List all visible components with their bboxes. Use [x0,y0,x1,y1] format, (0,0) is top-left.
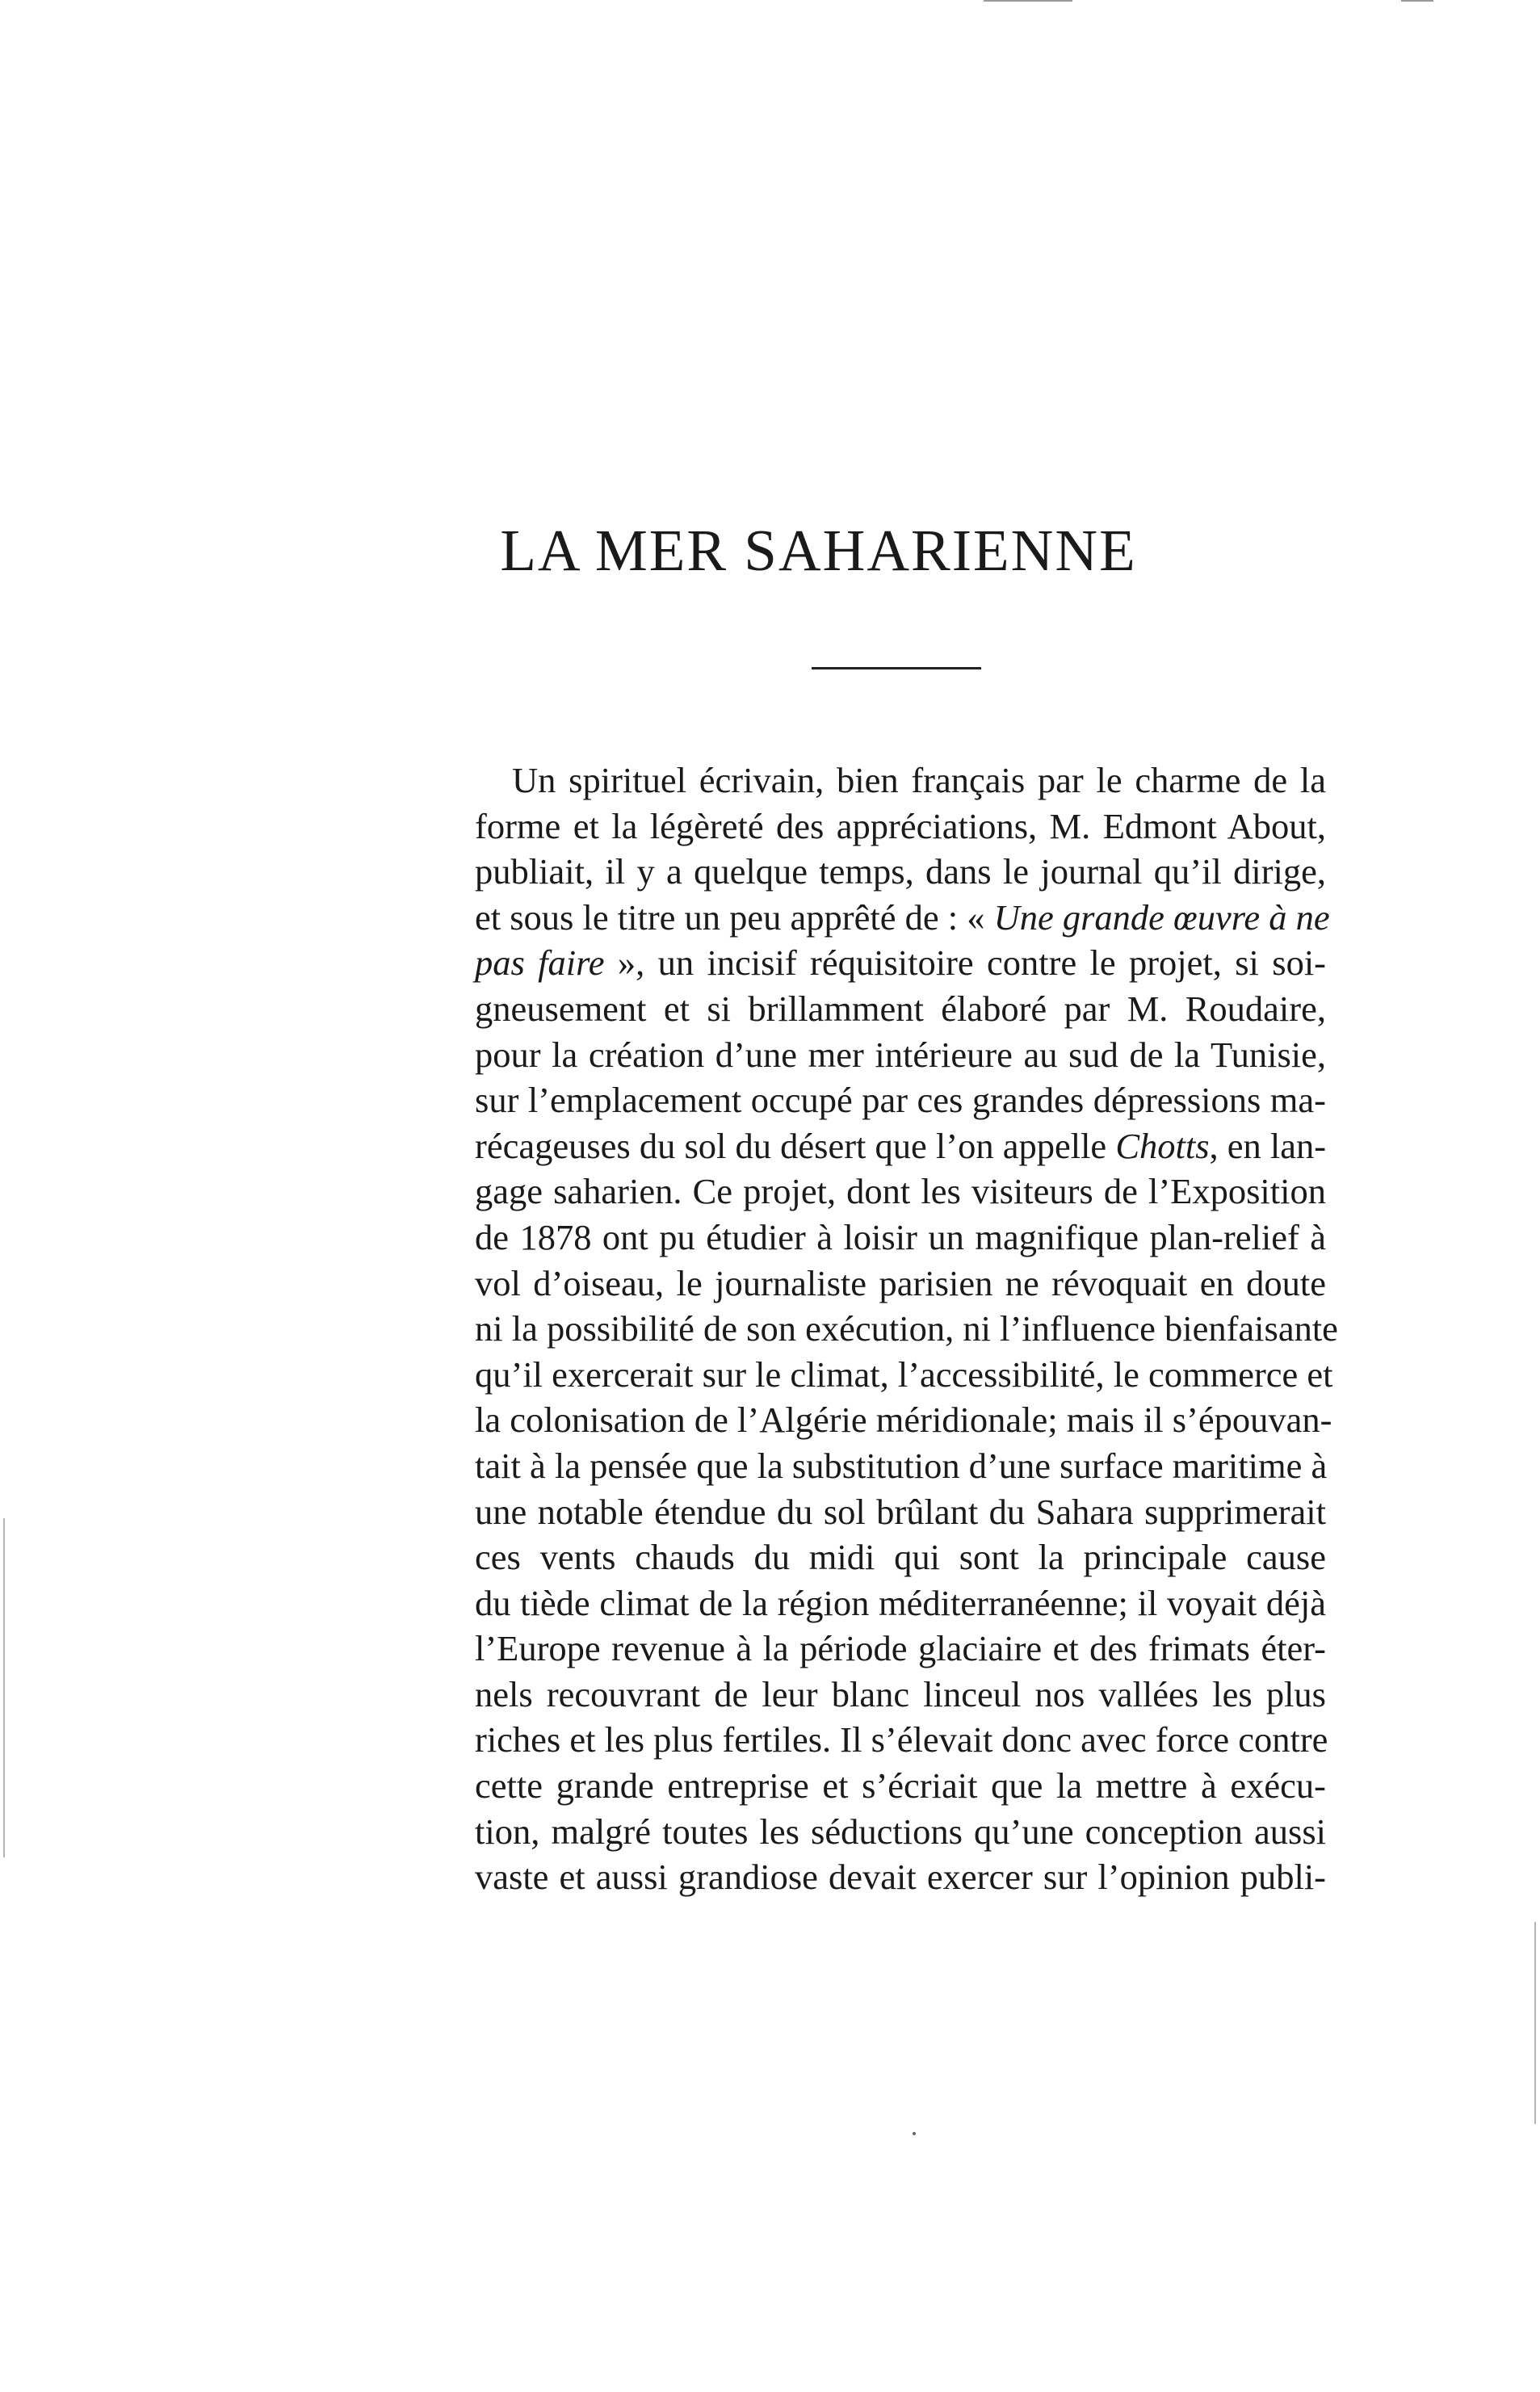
text-line: ces vents chauds du midi qui sont la principale cause [475,1537,1326,1578]
title-divider [812,667,981,669]
text-line: tait à la pensée que la substitution d’une surface maritime à [475,1445,1328,1486]
scan-margin-line [1534,1922,1536,2124]
text-line: riches et les plus fertiles. Il s’élevait donc avec force contre [475,1719,1328,1760]
text-line: gage saharien. Ce projet, dont les visiteurs de l’Exposition [475,1171,1326,1212]
text-line: la colonisation de l’Algérie méridionale; mais il s’épouvan- [475,1400,1332,1441]
italic-phrase: pas faire [475,942,605,984]
italic-phrase: Chotts [1115,1125,1210,1166]
text-line: pas faire », un incisif réquisitoire contre le projet, si soi- [475,942,1327,984]
text-line: publiait, il y a quelque temps, dans le journal qu’il dirige, [475,851,1326,892]
text-line: cette grande entreprise et s’écriait que la mettre à exécu- [475,1765,1326,1807]
scan-mark-top [984,0,1072,2]
text-line: l’Europe revenue à la période glaciaire et des frimats éter- [475,1628,1326,1669]
text-line: et sous le titre un peu apprêté de : « Une grande œuvre à ne [475,896,1330,938]
text-line: tion, malgré toutes les séductions qu’une conception aussi [475,1811,1326,1852]
text-line: de 1878 ont pu étudier à loisir un magnifique plan-relief à [475,1216,1326,1257]
text-line: nels recouvrant de leur blanc linceul nos vallées les plus [475,1673,1326,1714]
scan-margin-line [3,1518,5,1857]
text-line: ni la possibilité de son exécution, ni l’influence bienfaisante [475,1308,1338,1349]
text-line: Un spirituel écrivain, bien français par le charme de la [512,760,1326,800]
text-line: qu’il exercerait sur le climat, l’accessibilité, le commerce et [475,1353,1333,1395]
text-line: pour la création d’une mer intérieure au sud de la Tunisie, [475,1034,1326,1075]
ink-speck [913,2132,916,2135]
text-line: gneusement et si brillamment élaboré par M. Roudaire, [475,988,1326,1029]
text-line: une notable étendue du sol brûlant du Sahara supprimerait [475,1491,1326,1532]
body-paragraph [475,757,1338,1900]
text-line: sur l’emplacement occupé par ces grandes dépressions ma- [475,1080,1326,1121]
text-line: vaste et aussi grandiose devait exercer sur l’opinion publi- [475,1857,1326,1898]
text-line: récageuses du sol du désert que l’on appelle Chotts, en lan- [475,1125,1327,1166]
text-line: forme et la légèreté des appréciations, M. Edmont About, [475,805,1326,846]
text-line: vol d’oiseau, le journaliste parisien ne révoquait en doute [475,1262,1326,1303]
page-title: LA MER SAHARIENNE [500,518,1137,583]
scan-mark-top [1401,0,1433,2]
text-line: du tiède climat de la région méditerranéenne; il voyait déjà [475,1582,1326,1623]
italic-phrase: Une grande œuvre à ne [993,896,1330,938]
